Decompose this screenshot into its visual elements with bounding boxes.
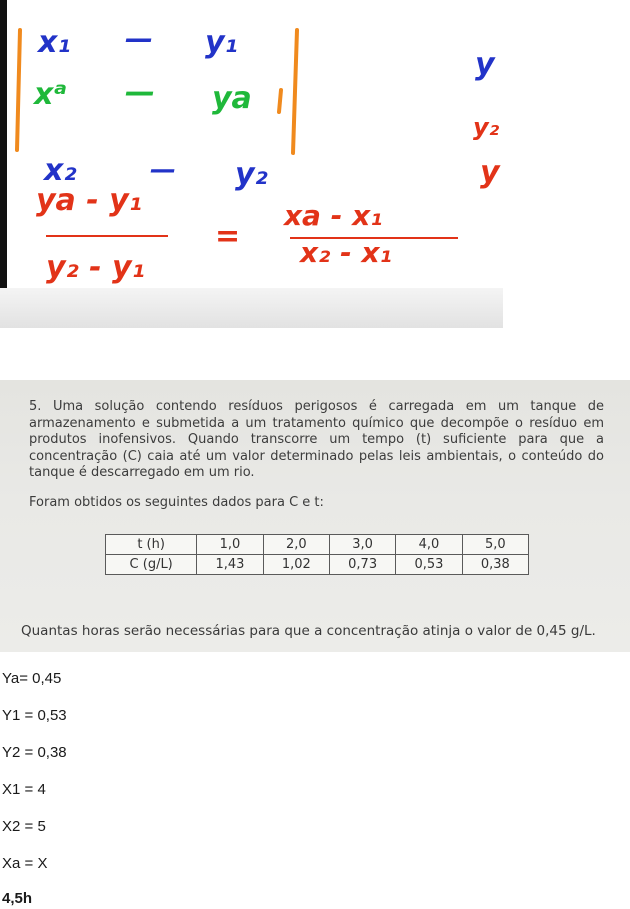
handwriting-drawing	[0, 0, 503, 328]
answer-line-x2: X2 = 5	[2, 818, 46, 835]
right-bar	[293, 30, 297, 153]
right-label-2: y₂	[473, 113, 500, 141]
row3-x: x₂	[44, 153, 77, 188]
table-cell: 4,0	[396, 535, 462, 555]
table-cell: 5,0	[462, 535, 528, 555]
answer-line-x1: X1 = 4	[2, 781, 46, 798]
answer-line-y1: Y1 = 0,53	[2, 707, 67, 724]
inner-bar	[279, 90, 281, 112]
row2-x: xᵃ	[34, 77, 68, 112]
data-table	[105, 534, 529, 575]
table-cell: 3,0	[329, 535, 395, 555]
row2-dash: —	[125, 75, 155, 110]
answer-line-xa: Xa = X	[2, 855, 48, 872]
table-cell: 0,73	[329, 555, 395, 575]
row3-dash: —	[150, 155, 176, 185]
row2-y: ya	[212, 81, 252, 116]
table-row	[106, 535, 529, 555]
formula-left-numerator: ya - y₁	[36, 183, 142, 218]
table-cell: 2,0	[263, 535, 329, 555]
table-row	[106, 555, 529, 575]
formula-right-numerator: xa - x₁	[284, 199, 383, 232]
answer-result: 4,5h	[2, 890, 33, 907]
answer-line-ya: Ya= 0,45	[2, 670, 62, 687]
problem-question: Quantas horas serão necessárias para que a concentração atinja o valor de 0,45 g/L.	[21, 623, 596, 639]
answer-line-y2: Y2 = 0,38	[2, 744, 67, 761]
formula-left-denominator: y₂ - y₁	[46, 250, 145, 285]
table-cell: 0,53	[396, 555, 462, 575]
data-intro: Foram obtidos os seguintes dados para C e t:	[29, 495, 324, 510]
left-bar	[17, 30, 20, 150]
row1-dash: —	[125, 22, 153, 55]
formula-right-denominator: x₂ - x₁	[300, 236, 392, 269]
table-cell: 0,38	[462, 555, 528, 575]
table-cell: 1,0	[197, 535, 263, 555]
problem-statement: 5. Uma solução contendo resíduos perigosos é carregada em um tanque de armazenamento e submetida a um tratamento químico que decompõe o resíduo em produtos inofensivos. Quando transcorre um tempo (t) suficiente para que a concentração (C) caia até um valor determinado pelas leis ambientais, o conteúdo do tanque é descarregado em um rio.	[29, 399, 604, 481]
row1-x: x₁	[38, 25, 71, 60]
formula-equals: =	[215, 219, 241, 254]
problem-photo	[0, 380, 630, 652]
whiteboard-photo	[0, 0, 503, 328]
table-cell: 1,02	[263, 555, 329, 575]
table-cell: 1,43	[197, 555, 263, 575]
row3-y: y₂	[235, 157, 268, 192]
row1-y: y₁	[205, 25, 238, 60]
table-cell: t (h)	[106, 535, 197, 555]
table-cell: C (g/L)	[106, 555, 197, 575]
right-label-1: y	[475, 47, 495, 82]
right-label-3: y	[480, 155, 500, 190]
